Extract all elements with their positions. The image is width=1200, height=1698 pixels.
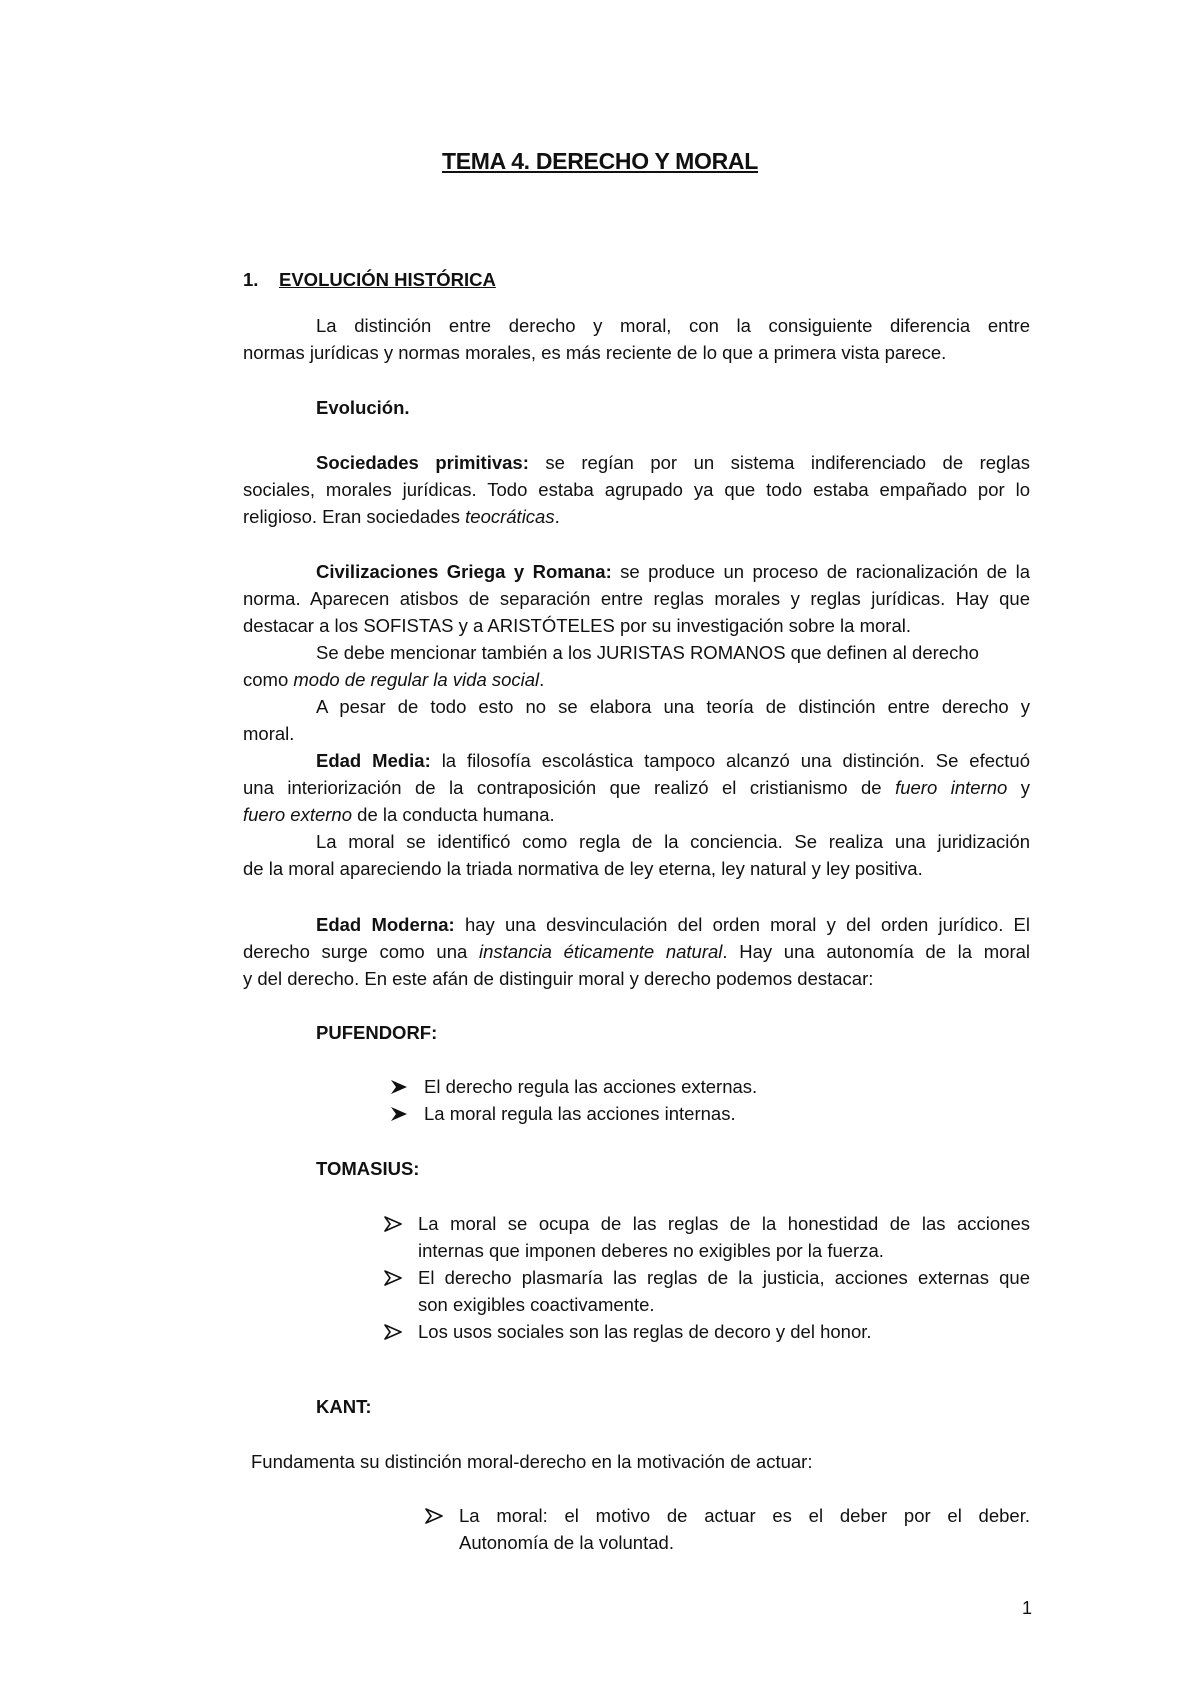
greco-line-3: destacar a los SOFISTAS y a ARISTÓTELES por su investigación sobre la moral.: [243, 615, 911, 636]
kant-list: [423, 1502, 1030, 1556]
list-item-text-line-1: La moral: el motivo de actuar es el deber por el deber.: [459, 1505, 1030, 1526]
intro-paragraph: [243, 312, 1030, 366]
list-item-text-line-2: Autonomía de la voluntad.: [459, 1532, 674, 1553]
primitivas-text-3b: .: [554, 506, 560, 527]
intro-line-2: normas jurídicas y normas morales, es más reciente de lo que a primera vista parece.: [243, 342, 947, 363]
list-item: [382, 1210, 1030, 1264]
section-number: 1.: [243, 269, 259, 290]
media-text-1: la filosofía escolástica tampoco alcanzó una distinción. Se efectuó: [430, 750, 1030, 771]
media-line-5: de la moral apareciendo la triada normativa de ley eterna, ley natural y ley positiva.: [243, 858, 923, 879]
primitivas-text-3i: teocráticas: [465, 506, 555, 527]
tomasius-label: TOMASIUS:: [316, 1158, 420, 1179]
media-line-2: [243, 774, 1030, 801]
primitivas-text-3a: religioso. Eran sociedades: [243, 506, 466, 527]
media-line-4: La moral se identificó como regla de la conciencia. Se realiza una juridización: [316, 831, 1030, 852]
list-item: [423, 1502, 1030, 1556]
moderna-text-2i: instancia éticamente natural: [478, 941, 723, 962]
primitivas-line-3: [243, 503, 1030, 530]
primitivas-paragraph: [243, 449, 1030, 530]
greco-line-4: Se debe mencionar también a los JURISTAS ROMANOS que definen al derecho: [316, 642, 979, 663]
moderna-paragraph: [243, 911, 1030, 992]
greco-line-7: moral.: [243, 723, 295, 744]
list-item: [388, 1073, 1028, 1100]
list-item-text-line-1: El derecho plasmaría las reglas de la justicia, acciones externas que: [418, 1267, 1030, 1288]
moderna-line-3: y del derecho. En este afán de distinguir moral y derecho podemos destacar:: [243, 968, 874, 989]
moderna-label: Edad Moderna:: [316, 914, 455, 935]
greco-text-1: se produce un proceso de racionalización de la: [611, 561, 1030, 582]
media-text-2a: una interiorización de la contraposición que realizó el cristianismo de: [243, 777, 896, 798]
arrow-bullet-icon: [423, 1502, 447, 1529]
media-text-3i: fuero externo: [243, 804, 353, 825]
intro-line-1: La distinción entre derecho y moral, con la consiguiente diferencia entre: [316, 315, 1030, 336]
section-heading: [243, 266, 496, 293]
greco-line-6: A pesar de todo esto no se elabora una teoría de distinción entre derecho y: [316, 696, 1030, 717]
pufendorf-label: PUFENDORF:: [316, 1022, 438, 1043]
arrow-bullet-icon: [388, 1073, 412, 1100]
media-line-3: [243, 801, 1030, 828]
list-item-text-line-2: son exigibles coactivamente.: [418, 1294, 655, 1315]
greco-line-1: [243, 558, 1030, 585]
list-item-text: Los usos sociales son las reglas de decoro y del honor.: [418, 1321, 872, 1342]
moderna-line-2: [243, 938, 1030, 965]
section-title: EVOLUCIÓN HISTÓRICA: [279, 269, 496, 290]
media-text-2b: y: [1007, 777, 1031, 798]
arrow-bullet-icon: [382, 1210, 406, 1237]
primitivas-line-2: sociales, morales jurídicas. Todo estaba agrupado ya que todo estaba empañado por lo: [243, 479, 1030, 500]
list-item-text-line-2: internas que imponen deberes no exigibles por la fuerza.: [418, 1240, 884, 1261]
list-item-text: La moral regula las acciones internas.: [424, 1103, 736, 1124]
primitivas-text-1: se regían por un sistema indiferenciado de reglas: [528, 452, 1030, 473]
moderna-text-1: hay una desvinculación del orden moral y del orden jurídico. El: [454, 914, 1031, 935]
media-label: Edad Media:: [316, 750, 431, 771]
moderna-line-1: [243, 911, 1030, 938]
arrow-bullet-icon: [382, 1318, 406, 1345]
media-text-2i: fuero interno: [895, 777, 1008, 798]
tomasius-list: [382, 1210, 1030, 1345]
greco-text-5a: como: [243, 669, 294, 690]
greco-text-5i: modo de regular la vida social: [293, 669, 540, 690]
page-title: TEMA 4. DERECHO Y MORAL: [442, 148, 758, 174]
list-item-text-line-1: La moral se ocupa de las reglas de la honestidad de las acciones: [418, 1213, 1030, 1234]
greco-paragraph: [243, 558, 1030, 747]
greco-line-5: [243, 666, 1030, 693]
page-number: 1: [1022, 1598, 1033, 1618]
list-item: [382, 1264, 1030, 1318]
arrow-bullet-icon: [382, 1264, 406, 1291]
list-item: [388, 1100, 1028, 1127]
greco-label: Civilizaciones Griega y Romana:: [316, 561, 612, 582]
moderna-text-2a: derecho surge como una: [243, 941, 479, 962]
primitivas-label: Sociedades primitivas:: [316, 452, 529, 473]
greco-line-2: norma. Aparecen atisbos de separación entre reglas morales y reglas jurídicas. Hay que: [243, 588, 1030, 609]
media-paragraph: [243, 747, 1030, 882]
evolucion-label: Evolución.: [316, 397, 410, 418]
media-line-1: [243, 747, 1030, 774]
moderna-text-2b: . Hay una autonomía de la moral: [722, 941, 1031, 962]
list-item: [382, 1318, 1030, 1345]
arrow-bullet-icon: [388, 1100, 412, 1127]
kant-intro: Fundamenta su distinción moral-derecho en la motivación de actuar:: [251, 1451, 813, 1472]
pufendorf-list: [388, 1073, 1028, 1127]
media-text-3b: de la conducta humana.: [352, 804, 555, 825]
primitivas-line-1: [243, 449, 1030, 476]
greco-text-5b: .: [539, 669, 545, 690]
kant-label: KANT:: [316, 1396, 372, 1417]
list-item-text: El derecho regula las acciones externas.: [424, 1076, 758, 1097]
